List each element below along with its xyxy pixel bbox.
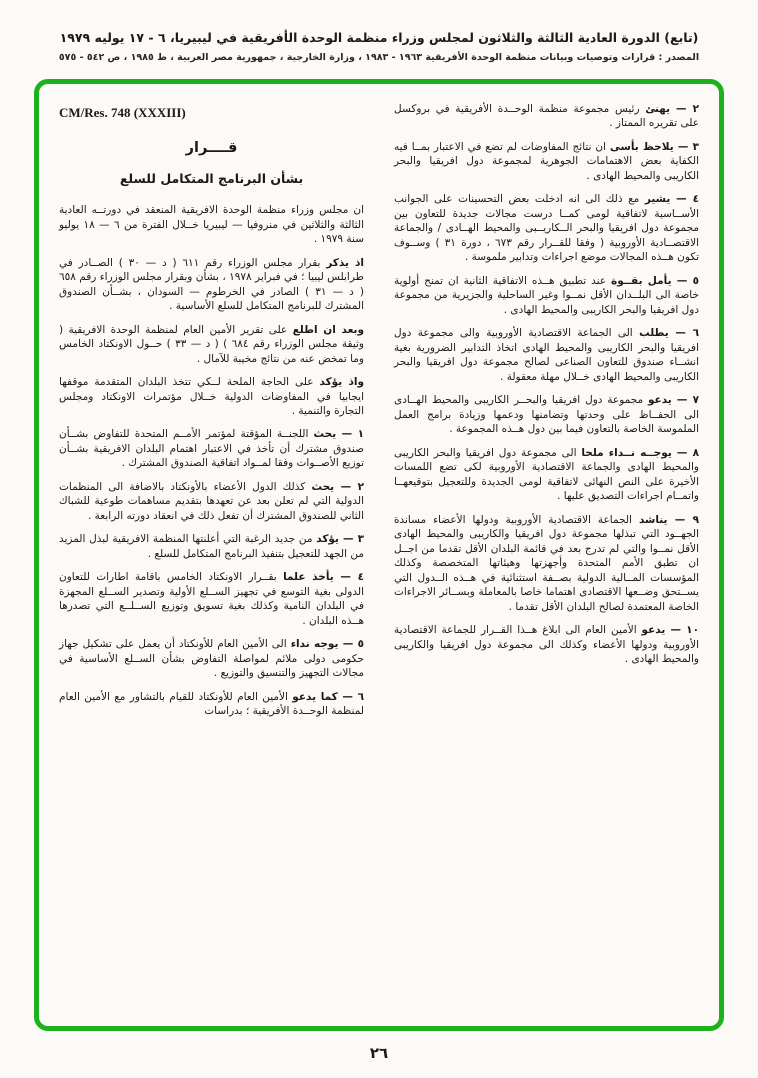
paragraph-text: رئيس مجموعة منظمة الوحــدة الأفريقية في بروكسل على تقريره الممتاز . bbox=[394, 103, 699, 130]
paragraph bbox=[59, 256, 364, 314]
paragraph-text: الأمين العام الى ابلاغ هــذا القــرار للجماعة الاقتصادية الأوروبية ودولها الأعضاء وكذلك الى مجموعة دول افريقيا والكاريبى والمحيط الهادى . bbox=[394, 624, 699, 665]
paragraph-lead: ٣ — يؤكد bbox=[316, 533, 364, 546]
paragraph-lead: ٤ — يأخذ علما bbox=[283, 571, 364, 584]
paragraph-text: مع ذلك الى انه ادخلت بعض التحسينات على الجوانب الأســاسية لاتفاقية لومى كمــا درست مجالات جديدة للتعاون بين مجموعة دول افريقيا والبحر الــكاريــبى والمحيط الهــادى / والجماعة الاقتصــادية الأوروبية ( وفقا للقــرار رقم ٦٧٣ ، دورة ٣١ ) وســوف تكون هــذه المجالات موضع اجراءات وتدابير ملموسة . bbox=[394, 193, 699, 264]
paragraph bbox=[59, 690, 364, 719]
paragraph-text: عند تطبيق هــذه الاتفاقية الثانية ان تمنح أولوية خاصة الى البلــدان الأقل نمــوا وغير الساحلية والجزيرية من مجموعة دول افريقيا والبحر الكاريبى والمحيط الهادى . bbox=[394, 274, 699, 316]
paragraph-lead: ٥ — يوجه نداء bbox=[290, 638, 364, 651]
paragraph-lead: ٧ — يدعو bbox=[647, 394, 699, 407]
paragraph-lead: ٦ — كما يدعو bbox=[292, 690, 364, 703]
paragraph bbox=[394, 140, 699, 183]
paragraph bbox=[59, 375, 364, 418]
paragraph bbox=[394, 326, 699, 384]
header-session-title: (تابع) الدورة العادية الثالثة والثلاثون لمجلس وزراء منظمة الوحدة الأفريقية في ليبيريا، ٦ - ١٧ يوليه ١٩٧٩ bbox=[59, 30, 699, 45]
paragraph bbox=[394, 513, 699, 614]
paragraph bbox=[394, 446, 699, 504]
paragraph-text: كذلك الدول الأعضاء بالأونكتاد بالاضافة الى المنظمات الدولية التي لم تعلن بعد عن تعهدها بتقديم مساهمات طوعية للشباك الثاني للصندوق المشترك أن تفعل ذلك في انعقاد دورته الرابعة . bbox=[59, 480, 364, 522]
paragraph-text: الأمين العام للأونكتاد للقيام بالتشاور مع الأمين العام لمنظمة الوحــدة الأفريقية ؛ بدراسات bbox=[59, 690, 364, 718]
paragraph bbox=[59, 323, 364, 366]
content-frame bbox=[34, 79, 724, 1031]
paragraph-text: الى الأمين العام للأونكتاد أن يعمل على تشكيل جهاز حكومى دولى ملائم لمواصلة التفاوض بشأن الســلع الأساسية في مجالات التجهيز والتنسيق والتوزيع . bbox=[59, 638, 364, 680]
page-header bbox=[0, 30, 758, 63]
paragraph bbox=[59, 570, 364, 628]
paragraph bbox=[59, 427, 364, 470]
paragraph-lead: ٥ — يأمل بقــوة bbox=[611, 274, 700, 287]
resolution-subtitle: بشأن البرنامج المتكامل للسلع bbox=[119, 170, 304, 186]
paragraph bbox=[59, 637, 364, 680]
paragraph-text: ان مجلس وزراء منظمة الوحدة الافريقية المنعقد في دورتــه العادية الثالثة والثلاثين في منروفيا — ليبيريا خــلال الفترة من ٦ — ١٨ يوليو سنة ١٩٧٩ . bbox=[59, 204, 364, 246]
paragraph bbox=[394, 102, 699, 131]
paragraph-lead: ٢ — يحث bbox=[311, 480, 365, 493]
resolution-reference: CM/Res. 748 (XXXIII) bbox=[59, 105, 186, 120]
paragraph-text: ان نتائج المفاوضات لم تضع في الاعتبار بمــا فيه الكفاية بعض الاهتمامات الجوهرية لمجموعة دول افريقيا والبحر الكاريبى والمحيط الهادى . bbox=[394, 140, 699, 182]
paragraph bbox=[59, 203, 364, 246]
paragraph-lead: ٩ — يناشد bbox=[638, 513, 699, 526]
page-number: ٢٦ bbox=[369, 1044, 389, 1062]
paragraph-text: الى مجموعة دول افريقيا والبحر الكاريبى والمحيط الهادى والجماعة الاقتصادية الأوروبية لكى تضع اللمسات الأخيرة على النص النهائى لاتفاقية لومى الجديدة وللتعجيل بتوقيعهــا واتمــام اجراءات التصديق عليها . bbox=[394, 446, 699, 503]
paragraph-lead: وبعد ان اطلع bbox=[292, 323, 364, 336]
paragraph bbox=[394, 274, 699, 317]
paragraph-text: على الحاجة الملحة لــكي تتخذ البلدان المتقدمة موقفها ايجابيا في المفاوضات الدولية خــلال مؤتمرات الاونكتاد ومجلس التجارة والتنمية . bbox=[59, 376, 364, 417]
paragraph-lead: واذ يؤكد bbox=[319, 376, 364, 389]
paragraph-text: اللجنــة المؤقتة لمؤتمر الأمــم المتحدة للتفاوض بشــأن صندوق مشترك أن تأخذ في الاعتبار اهتمام البلدان الافريقية بشــأن توزيع الأصــوات وفقا لمــواد اتفاقية الصندوق المشترك . bbox=[59, 428, 364, 470]
paragraph-lead: ٨ — يوجــه نــداء ملحا bbox=[581, 446, 699, 459]
paragraph-text: مجموعة دول افريقيا والبحــر الكاريبى والمحيط الهــادى الى الحفــاظ على وحدتها وتضامنها ودعمها وزيادة برامج العمل الملموسة الخاصة بالتعاون فيما بين دول هــذه المجموعة . bbox=[394, 394, 699, 436]
paragraph-lead: اذ يذكر bbox=[326, 256, 365, 269]
left-column bbox=[59, 102, 364, 1014]
paragraph-lead: ٦ — يطلب bbox=[639, 327, 699, 340]
paragraph-lead: ٢ — يهنئ bbox=[645, 103, 699, 115]
right-column bbox=[394, 102, 699, 1014]
two-column-layout bbox=[59, 102, 699, 1014]
paragraph bbox=[59, 480, 364, 523]
paragraph-text: على تقرير الأمين العام لمنظمة الوحدة الافريقية ( وثيقة مجلس الوزراء رقم ٦٨٤ ) ( د — ٣٣ ) حــول الاونكتاد الخامس وما تمخض عنه من نتائج مخيبة للآمال . bbox=[59, 323, 364, 365]
paragraph-text: من جديد الرغبة التي أعلنتها المنظمة الافريقية لبذل المزيد من الجهد للتعجيل بتنفيذ البرنامج المتكامل للسلع . bbox=[59, 533, 364, 560]
page-footer bbox=[0, 1043, 758, 1062]
resolution-title: قــــرار bbox=[185, 139, 238, 156]
paragraph-text: الجماعة الاقتصادية الأوروبية ودولها الأعضاء مساندة الجهــود التي تبذلها مجموعة دول افريقيا والكاريبى والمحيط الهادى الأقل نمــوا والتي لم تدرج بعد في قائمة البلدان الأقل تقدما من اجــل ان تطبق الأمم المتحدة وأجهزتها وهيئاتها المتخصصة وكذلك المؤسسات المــالية الدولية بصــفة استثنائية في هــذه الــدول التي يســتحق وضــعها الاقتصادى اهتماما خاصا بالمعاملة وبســائر الاجراءات الخاصة المعتمدة لصالح البلدان الأقل تقدما . bbox=[394, 513, 699, 613]
paragraph-text: بقــرار الاونكتاد الخامس باقامة اطارات للتعاون الدولى بغية التوسع في تجهيز الســلع الأولية وتصدير الســلع المجهزة في البلدان النامية وكذلك بغية تسويق وتوزيع الســلــع التي تصدرها هــذه البلدان . bbox=[59, 571, 364, 627]
paragraph-text: الى الجماعة الاقتصادية الأوروبية والى مجموعة دول افريقيا والبحر الكاريبى والمحيط الهادى اتخاذ التدابير الضرورية بغية انشــاء صندوق للتعاون الصناعى لصالح مجموعة دول افريقيا والبحر الكاريبى والمحيط الهادى خــلال مهلة معقولة . bbox=[394, 327, 699, 383]
paragraph bbox=[59, 532, 364, 561]
paragraph-lead: ١ — يحث bbox=[313, 428, 365, 441]
header-source-note: المصدر : قرارات وتوصيات وبيانات منظمة الوحدة الأفريقية ١٩٦٣ - ١٩٨٣ ، وزارة الخارجية ، جمهورية مصر العربية ، ط ١٩٨٥ ، ص ٥٤٢ - ٥٧٥ bbox=[58, 52, 700, 63]
paragraph bbox=[394, 393, 699, 436]
paragraph-lead: ٣ — يلاحظ بأسى bbox=[609, 140, 699, 153]
paragraph-lead: ١٠ — يدعو bbox=[641, 624, 699, 637]
paragraph-text: بقرار مجلس الوزراء رقم ٦١١ ( د — ٣٠ ) الصــادر في طرابلس ليبيا ؛ في فبراير ١٩٧٨ ، بشأن وبقرار مجلس الوزراء رقم ٦٥٨ ( د — ٣١ ) الصادر في الخرطوم — السودان ، بشــأن الصندوق المشترك للبرنامج المتكامل للسلع الأساسية . bbox=[59, 256, 364, 313]
paragraph-lead: ٤ — يشير bbox=[644, 193, 699, 206]
paragraph bbox=[394, 623, 699, 666]
paragraph bbox=[394, 192, 699, 264]
